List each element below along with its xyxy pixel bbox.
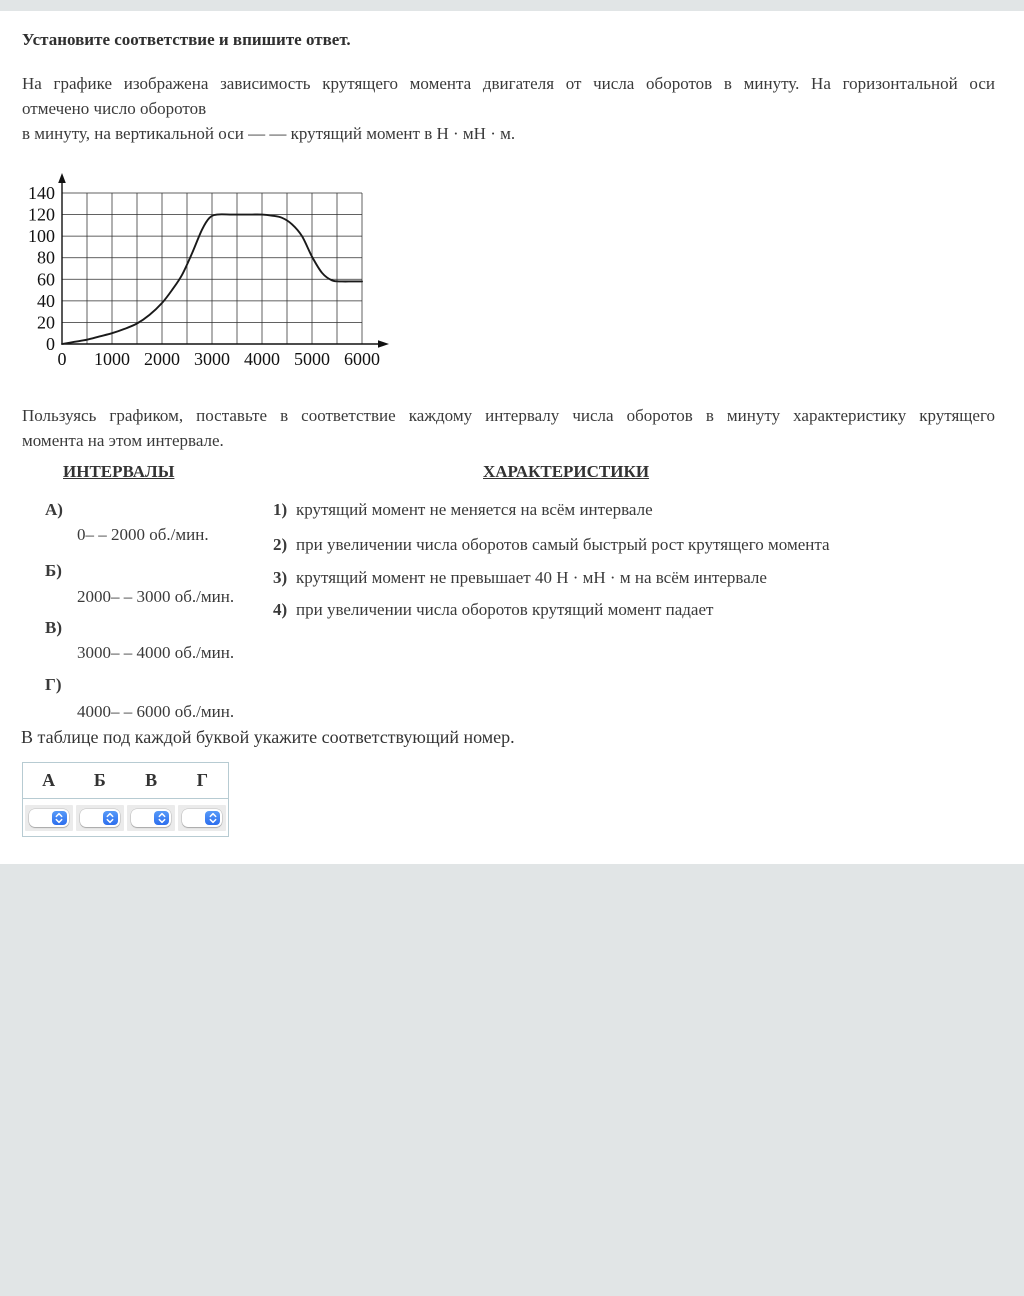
select-background-b: [76, 805, 124, 831]
torque-chart-svg: [20, 172, 405, 378]
interval-letter-g: Г): [45, 675, 62, 694]
characteristic-num-1: 1): [273, 500, 288, 519]
answer-cell-a: [23, 805, 74, 831]
interval-range-b: 2000– – 3000 об./мин.: [77, 587, 235, 606]
svg-text:60: 60: [37, 269, 55, 290]
intro-paragraph: [22, 71, 995, 146]
torque-chart: [20, 172, 405, 378]
interval-range-a: 0– – 2000 об./мин.: [77, 525, 209, 544]
answer-select-b[interactable]: [80, 809, 120, 827]
characteristic-num-2: 2): [273, 535, 288, 554]
task-line-1: Пользуясь графиком, поставьте в соответствие каждому интервалу числа оборотов в минуту характеристику крутящего: [22, 406, 995, 425]
page-title: Установите соответствие и впишите ответ.: [22, 30, 351, 49]
svg-text:3000: 3000: [194, 349, 230, 369]
svg-text:5000: 5000: [294, 349, 330, 369]
chevron-up-down-icon: [154, 811, 169, 825]
intro-line-1: На графике изображена зависимость крутящего момента двигателя от числа оборотов в минуту. На горизонтальной оси: [22, 74, 995, 93]
svg-text:140: 140: [28, 183, 55, 203]
table-instruction: В таблице под каждой буквой укажите соответствующий номер.: [21, 727, 515, 747]
answer-table: [22, 762, 229, 837]
svg-text:40: 40: [37, 290, 55, 311]
svg-text:2000: 2000: [144, 349, 180, 369]
task-paragraph: [22, 403, 995, 453]
select-background-a: [25, 805, 73, 831]
answer-col-g: Г: [196, 770, 209, 790]
answer-select-a[interactable]: [29, 809, 69, 827]
chevron-up-down-icon: [52, 811, 67, 825]
answer-cell-g: [177, 805, 228, 831]
interval-letter-v: В): [45, 618, 62, 637]
answer-cell-v: [126, 805, 177, 831]
characteristics-header: ХАРАКТЕРИСТИКИ: [483, 462, 650, 481]
question-page: [0, 11, 1024, 864]
interval-range-g: 4000– – 6000 об./мин.: [77, 702, 235, 721]
characteristic-text-2: при увеличении числа оборотов самый быстрый рост крутящего момента: [296, 535, 830, 554]
svg-text:0: 0: [57, 349, 67, 369]
svg-text:0: 0: [46, 334, 55, 354]
characteristic-num-4: 4): [273, 600, 288, 619]
chevron-up-down-icon: [205, 811, 220, 825]
svg-text:120: 120: [28, 204, 55, 225]
interval-range-v: 3000– – 4000 об./мин.: [77, 643, 235, 662]
svg-text:100: 100: [28, 226, 55, 247]
characteristic-num-3: 3): [273, 568, 288, 587]
select-background-g: [178, 805, 226, 831]
answer-select-v[interactable]: [131, 809, 171, 827]
svg-text:4000: 4000: [244, 349, 280, 369]
interval-letter-b: Б): [45, 561, 62, 580]
interval-letter-a: А): [45, 500, 63, 519]
task-line-2: момента на этом интервале.: [22, 431, 224, 450]
intro-line-3: в минуту, на вертикальной оси — — крутящий момент в Н · мН · м.: [22, 124, 516, 143]
select-background-v: [127, 805, 175, 831]
chevron-up-down-icon: [103, 811, 118, 825]
answer-table-header: [23, 763, 228, 799]
answer-col-v: В: [145, 770, 158, 790]
svg-text:1000: 1000: [94, 349, 130, 369]
characteristic-text-1: крутящий момент не меняется на всём интервале: [296, 500, 653, 519]
answer-table-selects-row: [23, 799, 228, 836]
svg-text:20: 20: [37, 312, 55, 333]
answer-col-b: Б: [93, 770, 106, 790]
characteristic-text-3: крутящий момент не превышает 40 Н · мН · м на всём интервале: [296, 568, 767, 587]
intervals-header: ИНТЕРВАЛЫ: [63, 462, 175, 481]
answer-select-g[interactable]: [182, 809, 222, 827]
answer-col-a: А: [42, 770, 56, 790]
svg-text:80: 80: [37, 247, 55, 268]
characteristic-text-4: при увеличении числа оборотов крутящий момент падает: [296, 600, 714, 619]
answer-cell-b: [74, 805, 125, 831]
svg-text:6000: 6000: [344, 349, 380, 369]
intro-line-2: отмечено число оборотов: [22, 99, 207, 118]
